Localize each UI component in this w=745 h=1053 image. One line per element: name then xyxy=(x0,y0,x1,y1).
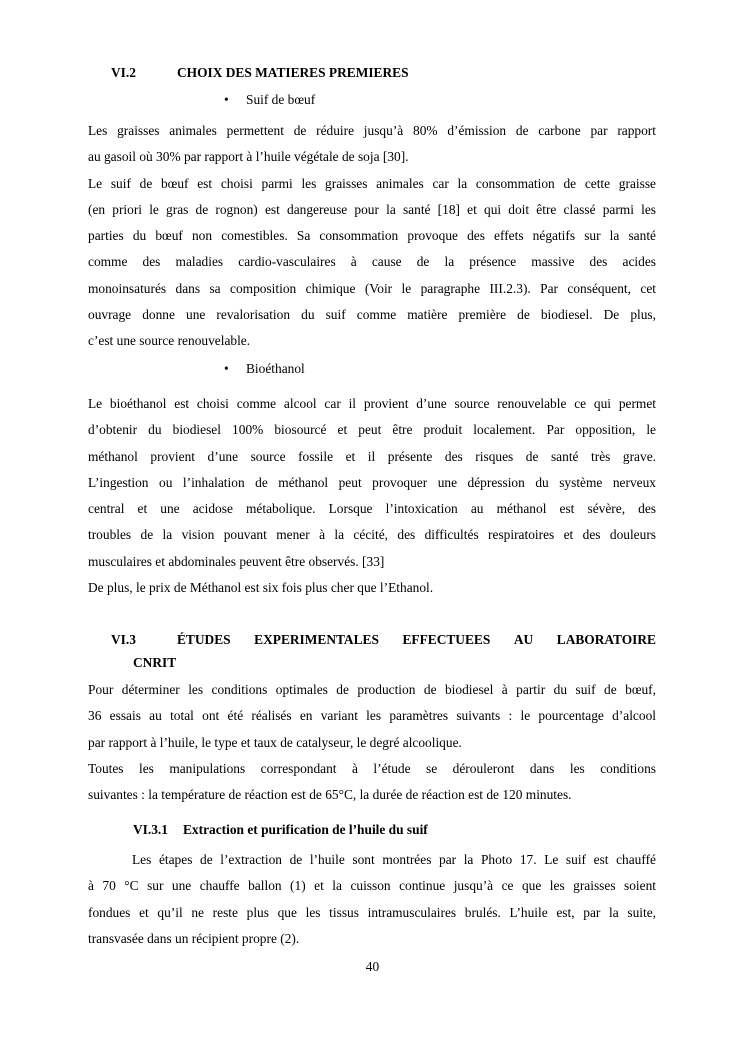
paragraph-line: Pour déterminer les conditions optimales de production de biodiesel à partir du suif de bœuf, xyxy=(88,682,656,697)
paragraph-line: au gasoil où 30% par rapport à l’huile végétale de soja [30]. xyxy=(88,149,409,165)
paragraph-line: (en priori le gras de rognon) est dangereuse pour la santé [18] et qui doit être classé parmi les xyxy=(88,201,656,217)
paragraph-line: transvasée dans un récipient propre (2). xyxy=(88,930,300,946)
paragraph-graisses xyxy=(88,118,656,355)
paragraph-bioethanol xyxy=(88,391,656,601)
subsection-title: Extraction et purification de l’huile du suif xyxy=(183,822,428,837)
subsection-number: VI.3.1 xyxy=(133,822,168,837)
subsection-heading-vi31 xyxy=(133,821,633,838)
section-title: CHOIX DES MATIERES PREMIERES xyxy=(177,65,409,80)
paragraph-conditions xyxy=(88,677,656,808)
bullet-text: Suif de bœuf xyxy=(246,92,316,107)
paragraph-line: musculaires et abdominales peuvent être observés. [33] xyxy=(88,553,385,569)
bullet-icon: • xyxy=(224,92,229,107)
section-heading-vi3 xyxy=(111,631,656,671)
bullet-text: Bioéthanol xyxy=(246,361,305,376)
paragraph-line: Le bioéthanol est choisi comme alcool car il provient d’une source renouvelable ce qui permet xyxy=(88,396,656,411)
paragraph-line: méthanol provient d’une source fossile et il présente des risques de santé très grave. xyxy=(88,448,656,464)
paragraph-line: monoinsaturés dans sa composition chimique (Voir le paragraphe III.2.3). Par conséquent, cet xyxy=(88,280,656,296)
paragraph-line: à 70 °C sur une chauffe ballon (1) et la cuisson continue jusqu’à ce que les graisses soient xyxy=(88,878,656,894)
bullet-item-suif xyxy=(224,91,524,108)
paragraph-line: troubles de la vision pouvant mener à la cécité, des difficultés respiratoires et des douleurs xyxy=(88,527,656,543)
paragraph-line: Les étapes de l’extraction de l’huile sont montrées par la Photo 17. Le suif est chauffé xyxy=(132,852,656,867)
paragraph-line: central et une acidose métabolique. Lorsque l’intoxication au méthanol est sévère, des xyxy=(88,501,656,517)
paragraph-line: comme des maladies cardio-vasculaires à cause de la présence massive des acides xyxy=(88,254,656,270)
paragraph-line: parties du bœuf non comestibles. Sa consommation provoque des effets négatifs sur la santé xyxy=(88,228,656,244)
paragraph-line: fondues et qu’il ne reste plus que les tissus intramusculaires brulés. L’huile est, par la suite, xyxy=(88,904,656,920)
paragraph-line: c’est une source renouvelable. xyxy=(88,333,251,349)
page-number: 40 xyxy=(365,959,380,974)
paragraph-line: L’ingestion ou l’inhalation de méthanol peut provoquer une dépression du système nerveux xyxy=(88,474,656,490)
paragraph-extraction xyxy=(88,847,656,952)
section-title-line2: CNRIT xyxy=(133,655,177,670)
bullet-item-bioethanol xyxy=(224,360,524,377)
section-title-word: LABORATOIRE xyxy=(556,632,656,647)
paragraph-line: suivantes : la température de réaction est de 65°C, la durée de réaction est de 120 minutes. xyxy=(88,787,572,803)
paragraph-line: Les graisses animales permettent de réduire jusqu’à 80% d’émission de carbone par rapport xyxy=(88,123,656,138)
section-title-word: EFFECTUEES xyxy=(402,632,491,647)
paragraph-line: 36 essais au total ont été réalisés en variant les paramètres suivants : le pourcentage d’alcool xyxy=(88,708,656,724)
section-title-word: EXPERIMENTALES xyxy=(254,632,379,647)
paragraph-line: ouvrage donne une revalorisation du suif comme matière première de biodiesel. De plus, xyxy=(88,307,656,323)
section-number: VI.3 xyxy=(111,632,136,647)
section-number: VI.2 xyxy=(111,65,136,80)
paragraph-line: par rapport à l’huile, le type et taux de catalyseur, le degré alcoolique. xyxy=(88,734,462,750)
section-title-word: ÉTUDES xyxy=(177,632,231,647)
paragraph-line: De plus, le prix de Méthanol est six fois plus cher que l’Ethanol. xyxy=(88,580,434,596)
bullet-icon: • xyxy=(224,361,229,376)
paragraph-line: d’obtenir du biodiesel 100% biosourcé et peut être produit localement. Par opposition, le xyxy=(88,422,656,438)
section-heading-vi2 xyxy=(111,64,679,81)
paragraph-line: Le suif de bœuf est choisi parmi les graisses animales car la consommation de cette graisse xyxy=(88,175,656,191)
paragraph-line: Toutes les manipulations correspondant à l’étude se dérouleront dans les conditions xyxy=(88,760,656,776)
section-title-word: AU xyxy=(513,632,534,647)
